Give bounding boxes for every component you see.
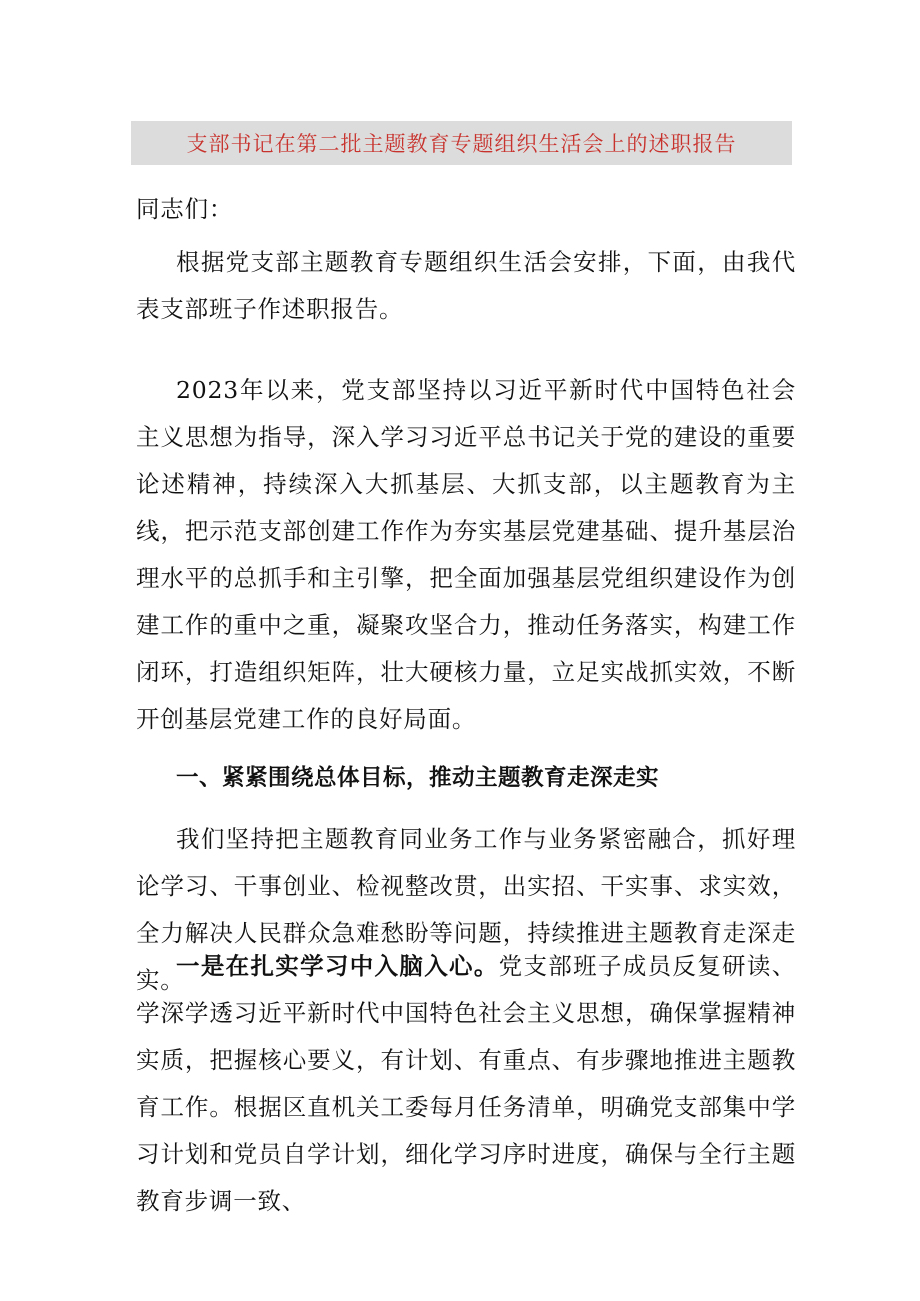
title-banner: [131, 121, 792, 165]
section-heading: 一、紧紧围绕总体目标，推动主题教育走深走实: [176, 765, 660, 791]
point-one-lead: 一是在扎实学习中入脑入心。: [176, 952, 499, 980]
paragraph-intro: 根据党支部主题教育专题组织生活会安排，下面，由我代表支部班子作述职报告。: [136, 248, 796, 323]
section-paragraph: 我们坚持把主题教育同业务工作与业务紧密融合，抓好理论学习、干事创业、检视整改贯，出实招、干实事、求实效，全力解决人民群众急难愁盼等问题，持续推进主题教育走深走实。: [136, 825, 796, 994]
point-one-text: 党支部班子成员反复研读、学深学透习近平新时代中国特色社会主义思想，确保掌握精神实质，把握核心要义，有计划、有重点、有步骤地推进主题教育工作。根据区直机关工委每月任务清单，明确党支部集中学习计划和党员自学计划，细化学习序时进度，确保与全行主题教育步调一致、: [136, 952, 796, 1215]
point-one-paragraph: [136, 943, 796, 1225]
paragraph-overview: 2023年以来，党支部坚持以习近平新时代中国特色社会主义思想为指导，深入学习习近平总书记关于党的建设的重要论述精神，持续深入大抓基层、大抓支部，以主题教育为主线，把示范支部创建工作作为夯实基层党建基础、提升基层治理水平的总抓手和主引擎，把全面加强基层党组织建设作为创建工作的重中之重，凝聚攻坚合力，推动任务落实，构建工作闭环，打造组织矩阵，壮大硬核力量，立足实战抓实效，不断开创基层党建工作的良好局面。: [136, 376, 796, 733]
greeting: 同志们：: [136, 195, 234, 223]
document-title: 支部书记在第二批主题教育专题组织生活会上的述职报告: [186, 132, 737, 156]
